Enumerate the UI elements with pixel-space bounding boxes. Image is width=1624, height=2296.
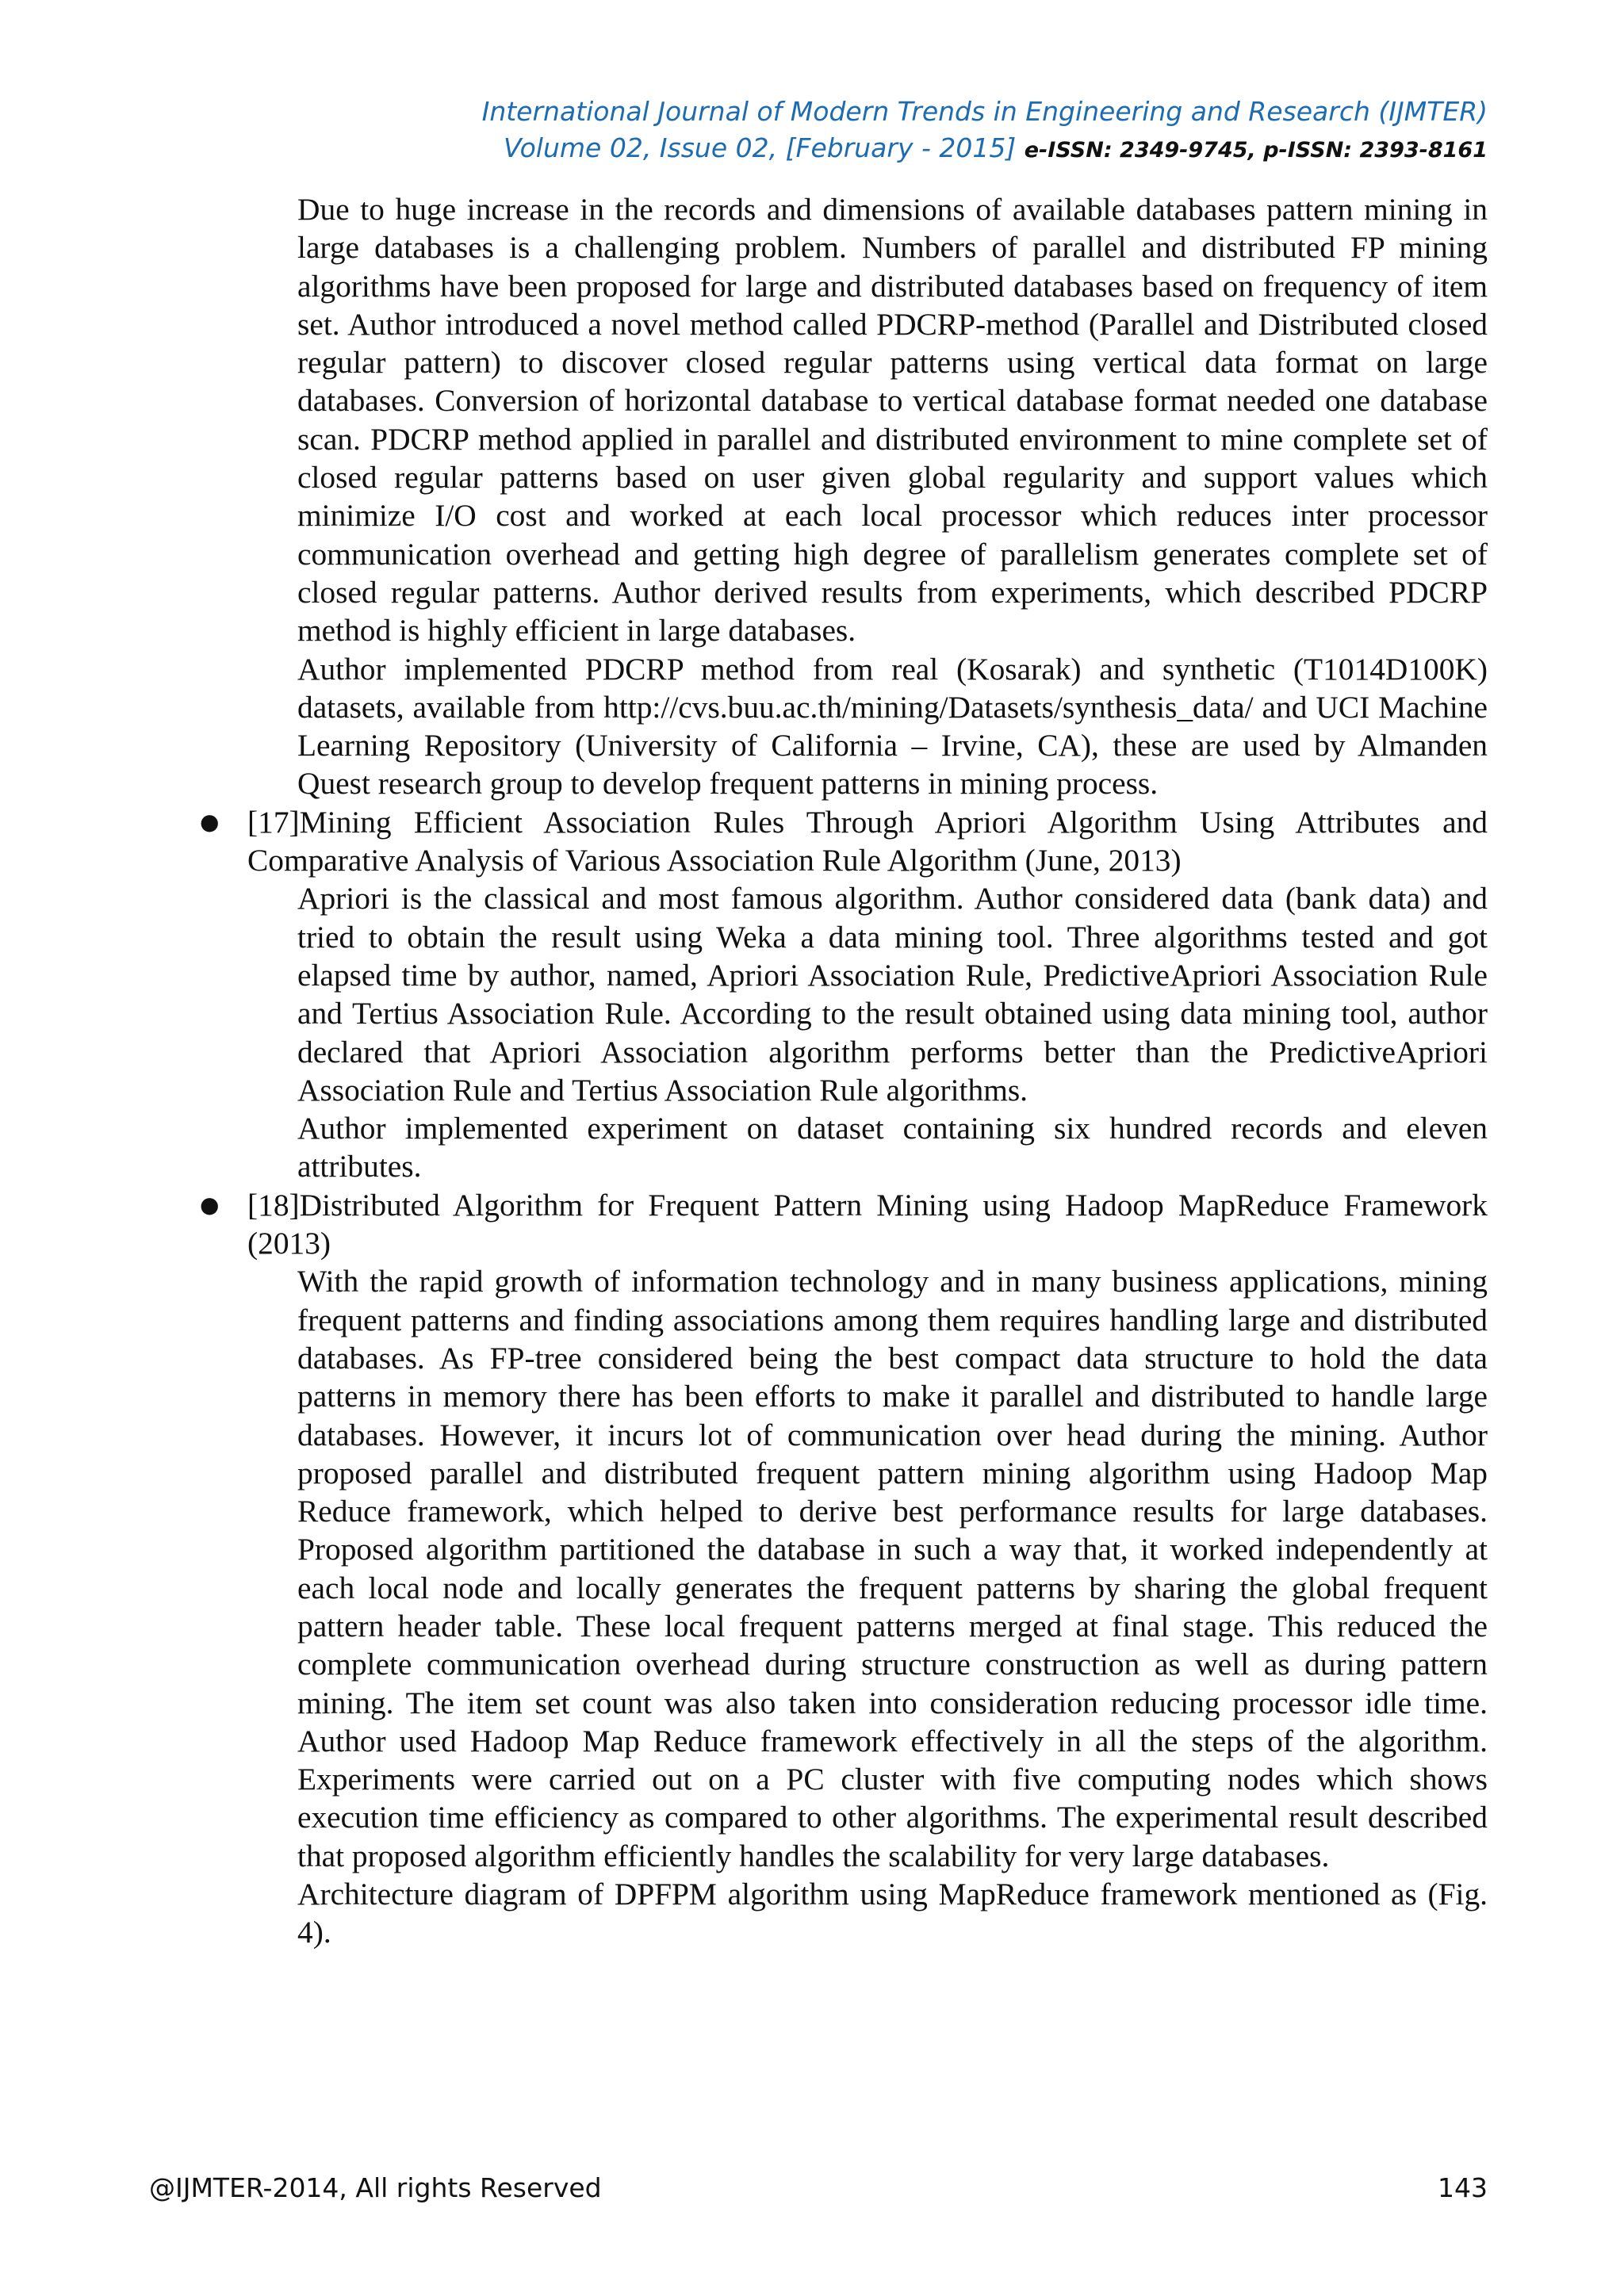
bullet-title-17: [17]Mining Efficient Association Rules Through Apriori Algorithm Using Attributes and Comparative Analysis of Various Association Rule Algorithm (June, 2013) [247, 804, 1488, 878]
paragraph-architecture: Architecture diagram of DPFPM algorithm using MapReduce framework mentioned as (Fig. 4). [297, 1877, 1488, 1950]
journal-title: International Journal of Modern Trends in Engineering and Research (IJMTER) [481, 96, 1488, 127]
copyright: @IJMTER-2014, All rights Reserved [149, 2172, 602, 2203]
issn-info: e-ISSN: 2349-9745, p-ISSN: 2393-8161 [1024, 138, 1488, 163]
main-content [198, 190, 1488, 1952]
paragraph-pdcrp-overview: Due to huge increase in the records and dimensions of available databases pattern mining in large databases is a challenging problem. Numbers of parallel and distributed FP mining algorithms have been proposed for large and distributed databases based on frequency of item set. Author introduced a novel method called PDCRP-method (Parallel and Distributed closed regular pattern) to discover closed regular patterns using vertical data format on large databases. Conversion of horizontal database to vertical database format needed one database scan. PDCRP method applied in parallel and distributed environment to mine complete set of closed regular patterns based on user given global regularity and support values which minimize I/O cost and worked at each local processor which reduces inter processor communication overhead and getting high degree of parallelism generates complete set of closed regular patterns. Author derived results from experiments, which described PDCRP method is highly efficient in large databases. [297, 192, 1488, 649]
bullet-item-18 [198, 1186, 1488, 1263]
volume-issn-line [482, 130, 1488, 169]
bullet-icon: ● [200, 808, 220, 835]
bullet-item-17 [198, 803, 1488, 880]
page-header [482, 94, 1488, 169]
bullet-title-18: [18]Distributed Algorithm for Frequent Pattern Mining using Hadoop MapReduce Framework (2013) [247, 1187, 1488, 1261]
paragraph-apriori: Apriori is the classical and most famous algorithm. Author considered data (bank data) and tried to obtain the result using Weka a data mining tool. Three algorithms tested and got elapsed time by author, named, Apriori Association Rule, PredictiveApriori Association Rule and Tertius Association Rule. According to the result obtained using data mining tool, author declared that Apriori Association algorithm performs better than the PredictiveApriori Association Rule and Tertius Association Rule algorithms. [297, 881, 1488, 1108]
volume-info: Volume 02, Issue 02, [February - 2015] [503, 132, 1017, 163]
bullet-icon: ● [200, 1191, 220, 1218]
paragraph-pdcrp-datasets: Author implemented PDCRP method from real (Kosarak) and synthetic (T1014D100K) datasets, available from http://cvs.buu.ac.th/mining/Datasets/synthesis_data/ and UCI Machine Learning Repository (University of California – Irvine, CA), these are used by Almanden Quest research group to develop frequent patterns in mining process. [297, 651, 1488, 802]
paragraph-apriori-dataset: Author implemented experiment on dataset containing six hundred records and eleven attributes. [297, 1111, 1488, 1184]
page-number: 143 [1438, 2172, 1488, 2203]
paragraph-hadoop: With the rapid growth of information technology and in many business applications, mining frequent patterns and finding associations among them requires handling large and distributed databases. As FP-tree considered being the best compact data structure to hold the data patterns in memory there has been efforts to make it parallel and distributed to handle large databases. However, it incurs lot of communication over head during the mining. Author proposed parallel and distributed frequent pattern mining algorithm using Hadoop Map Reduce framework, which helped to derive best performance results for large databases. Proposed algorithm partitioned the database in such a way that, it worked independently at each local node and locally generates the frequent patterns by sharing the global frequent pattern header table. These local frequent patterns merged at final stage. This reduced the complete communication overhead during structure construction as well as during pattern mining. The item set count was also taken into consideration reducing processor idle time. Author used Hadoop Map Reduce framework effectively in all the steps of the algorithm. Experiments were carried out on a PC cluster with five computing nodes which shows execution time efficiency as compared to other algorithms. The experimental result described that proposed algorithm efficiently handles the scalability for very large databases. [297, 1264, 1488, 1873]
page-footer [149, 2172, 1488, 2203]
